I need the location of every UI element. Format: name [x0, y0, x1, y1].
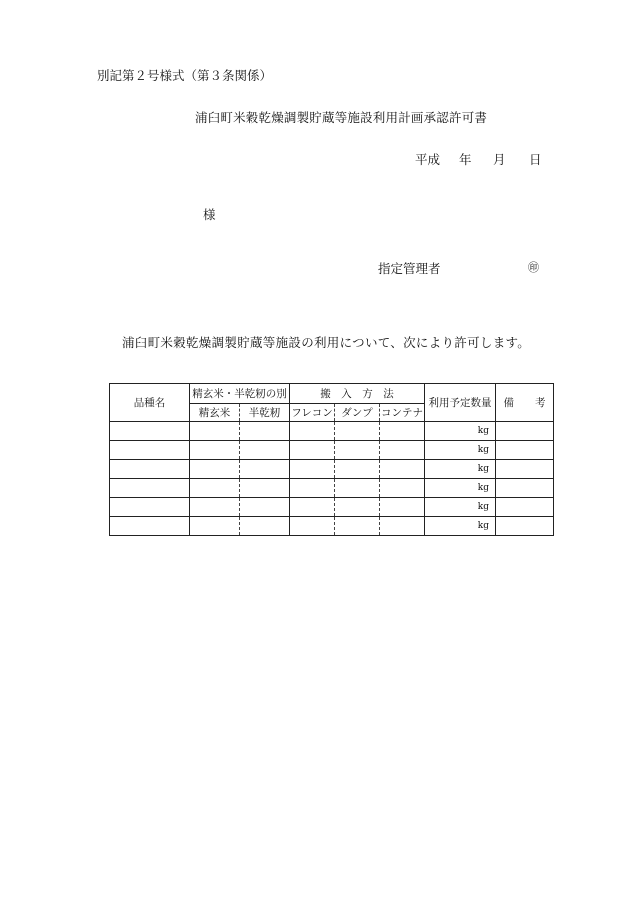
rice-type-cell — [240, 479, 290, 498]
header-rice-type-group: 精玄米・半乾籾の別 — [190, 384, 290, 404]
delivery-cell — [335, 441, 380, 460]
rice-type-cell — [240, 460, 290, 479]
variety-cell — [110, 441, 190, 460]
quantity-cell: kg — [425, 460, 496, 479]
variety-cell — [110, 498, 190, 517]
quantity-cell: kg — [425, 422, 496, 441]
header-delivery-method: コンテナ — [380, 404, 425, 422]
table-row — [110, 517, 554, 536]
header-rice-type: 半乾籾 — [240, 404, 290, 422]
table-row — [110, 422, 554, 441]
date-year-label: 年 — [459, 152, 472, 167]
rice-type-cell — [190, 498, 240, 517]
date-era: 平成 — [415, 152, 441, 167]
delivery-cell — [380, 517, 425, 536]
delivery-cell — [290, 517, 335, 536]
header-quantity: 利用予定数量 — [425, 384, 496, 422]
rice-type-cell — [190, 517, 240, 536]
delivery-cell — [335, 479, 380, 498]
rice-type-cell — [190, 460, 240, 479]
variety-cell — [110, 479, 190, 498]
rice-type-cell — [240, 498, 290, 517]
issuer-label: 指定管理者 — [378, 261, 441, 276]
variety-cell — [110, 422, 190, 441]
form-number: 別記第２号様式（第３条関係） — [97, 68, 273, 83]
date-day-label: 日 — [529, 152, 542, 167]
table-row — [110, 441, 554, 460]
delivery-cell — [335, 460, 380, 479]
header-delivery-group: 搬 入 方 法 — [290, 384, 425, 404]
variety-cell — [110, 517, 190, 536]
delivery-cell — [380, 460, 425, 479]
delivery-cell — [335, 422, 380, 441]
delivery-cell — [380, 422, 425, 441]
rice-type-cell — [240, 422, 290, 441]
table-row — [110, 498, 554, 517]
quantity-cell: kg — [425, 517, 496, 536]
remarks-cell — [496, 460, 554, 479]
variety-cell — [110, 460, 190, 479]
delivery-cell — [335, 517, 380, 536]
date-line — [415, 150, 542, 168]
addressee-honorific: 様 — [203, 207, 216, 222]
delivery-cell — [380, 441, 425, 460]
remarks-cell — [496, 422, 554, 441]
quantity-cell: kg — [425, 498, 496, 517]
permit-table — [109, 383, 554, 536]
remarks-cell — [496, 517, 554, 536]
rice-type-cell — [190, 479, 240, 498]
header-variety: 品種名 — [110, 384, 190, 422]
document-title: 浦臼町米穀乾燥調製貯蔵等施設利用計画承認許可書 — [195, 110, 488, 125]
delivery-cell — [335, 498, 380, 517]
delivery-cell — [290, 422, 335, 441]
remarks-cell — [496, 498, 554, 517]
header-rice-type: 精玄米 — [190, 404, 240, 422]
header-delivery-method: フレコン — [290, 404, 335, 422]
remarks-cell — [496, 441, 554, 460]
delivery-cell — [290, 441, 335, 460]
delivery-cell — [290, 479, 335, 498]
body-text: 浦臼町米穀乾燥調製貯蔵等施設の利用について、次により許可します。 — [122, 335, 531, 350]
rice-type-cell — [190, 441, 240, 460]
header-remarks: 備 考 — [496, 384, 554, 422]
delivery-cell — [380, 479, 425, 498]
seal-mark: ㊞ — [528, 261, 539, 274]
quantity-cell: kg — [425, 479, 496, 498]
table-body — [110, 422, 554, 536]
delivery-cell — [290, 498, 335, 517]
remarks-cell — [496, 479, 554, 498]
rice-type-cell — [240, 441, 290, 460]
header-delivery-method: ダンプ — [335, 404, 380, 422]
rice-type-cell — [190, 422, 240, 441]
date-month-label: 月 — [493, 152, 506, 167]
delivery-cell — [380, 498, 425, 517]
delivery-cell — [290, 460, 335, 479]
table-row — [110, 479, 554, 498]
quantity-cell: kg — [425, 441, 496, 460]
rice-type-cell — [240, 517, 290, 536]
table-row — [110, 460, 554, 479]
